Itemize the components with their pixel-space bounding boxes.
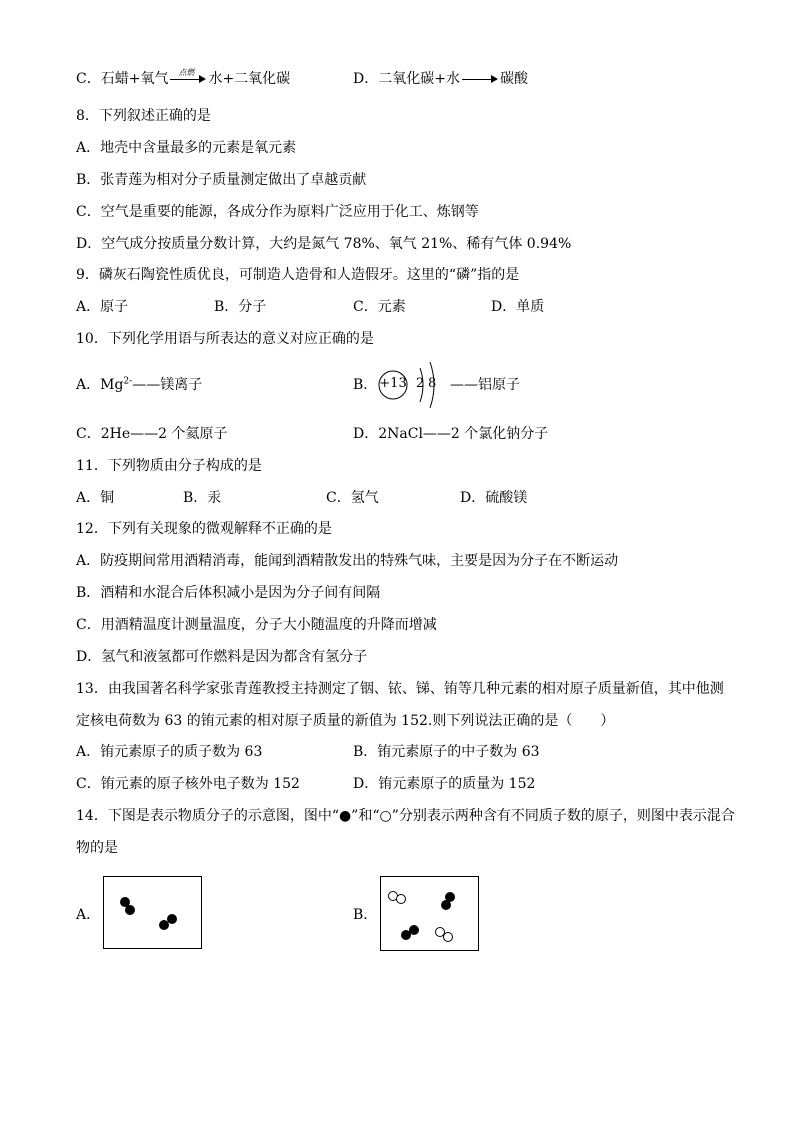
reaction-arrow-icon [170, 68, 206, 85]
q13-option-b: B．铕元素原子的中子数为 63 [353, 744, 540, 760]
q11-option-b: B．汞 [183, 490, 222, 506]
aluminum-atom-structure-diagram [376, 358, 451, 412]
shell-1-electrons: 2 [416, 376, 425, 391]
q14-option-a-label: A． [76, 907, 101, 923]
q10-option-d: D．2NaCl——2 个氯化钠分子 [353, 426, 549, 442]
q14-option-b-label: B． [353, 907, 378, 923]
q8-option-c: C．空气是重要的能源，各成分作为原料广泛应用于化工、炼钢等 [76, 204, 479, 220]
q8-option-a: A．地壳中含量最多的元素是氧元素 [76, 140, 297, 156]
q13-option-c: C．铕元素的原子核外电子数为 152 [76, 776, 300, 792]
q10-a-symbol: A．Mg [76, 377, 124, 393]
q11-option-c: C．氢气 [326, 490, 379, 506]
q14-stem-line1: 14．下图是表示物质分子的示意图，图中“●”和“○”分别表示两种含有不同质子数的原子，则图中表示混合 [76, 808, 735, 824]
q13-stem-line1: 13．由我国著名科学家张青莲教授主持测定了铟、铱、锑、铕等几种元素的相对原子质量新值，其中他测 [76, 681, 724, 697]
q8-option-b: B．张青莲为相对分子质量测定做出了卓越贡献 [76, 172, 367, 188]
q7-c-reactants: C．石蜡+氧气 [76, 71, 169, 87]
q10-a-charge: 2- [123, 376, 133, 387]
q12-stem: 12．下列有关现象的微观解释不正确的是 [76, 521, 332, 537]
q7-d-reactants: D．二氧化碳+水 [353, 71, 460, 87]
q14-option-b-diagram [380, 876, 479, 951]
reaction-arrow-icon [462, 73, 498, 85]
q7-d-products: 碳酸 [499, 71, 528, 87]
q9-stem: 9．磷灰石陶瓷性质优良，可制造人造骨和人造假牙。这里的“磷”指的是 [76, 267, 520, 283]
hollow-atom-icon [396, 894, 406, 904]
q10-stem: 10．下列化学用语与所表达的意义对应正确的是 [76, 331, 374, 347]
q12-option-a: A．防疫期间常用酒精消毒，能闻到酒精散发出的特殊气味，主要是因为分子在不断运动 [76, 553, 619, 569]
q7-option-c [76, 70, 290, 88]
q14-stem-line2: 物的是 [76, 840, 118, 856]
q12-option-b: B．酒精和水混合后体积减小是因为分子间有间隔 [76, 585, 381, 601]
q12-option-d: D．氢气和液氢都可作燃料是因为都含有氢分子 [76, 649, 368, 665]
q9-option-a: A．原子 [76, 299, 129, 315]
q12-option-c: C．用酒精温度计测量温度，分子大小随温度的升降而增减 [76, 617, 437, 633]
q13-option-d: D．铕元素原子的质量为 152 [353, 776, 536, 792]
shell-2-electrons: 8 [428, 376, 437, 391]
q14-option-a-diagram [103, 876, 202, 949]
q10-b-meaning: ——铝原子 [450, 377, 520, 393]
filled-atom-icon [409, 925, 419, 935]
q10-b-label: B． [353, 377, 378, 393]
q11-stem: 11．下列物质由分子构成的是 [76, 458, 262, 474]
nucleus-charge: +13 [379, 376, 407, 391]
q8-stem: 8．下列叙述正确的是 [76, 108, 211, 124]
q8-option-d: D．空气成分按质量分数计算，大约是氮气 78%、氧气 21%、稀有气体 0.94% [76, 236, 572, 252]
q10-option-a [76, 376, 202, 394]
filled-atom-icon [125, 905, 135, 915]
q11-option-d: D．硫酸镁 [460, 490, 528, 506]
filled-atom-icon [167, 914, 177, 924]
q9-option-b: B．分子 [214, 299, 267, 315]
q9-option-d: D．单质 [491, 299, 545, 315]
q10-option-c: C．2He——2 个氦原子 [76, 426, 228, 442]
q11-option-a: A．铜 [76, 490, 115, 506]
q7-option-d [353, 70, 528, 88]
reaction-condition: 点燃 [178, 68, 195, 77]
q7-c-products: 水+二氧化碳 [208, 71, 291, 87]
q9-option-c: C．元素 [353, 299, 406, 315]
q13-stem-line2: 定核电荷数为 63 的铕元素的相对原子质量的新值为 152.则下列说法正确的是（ ） [76, 713, 615, 729]
hollow-atom-icon [443, 932, 453, 942]
filled-atom-icon [441, 900, 451, 910]
q13-option-a: A．铕元素原子的质子数为 63 [76, 744, 263, 760]
q10-a-meaning: ——镁离子 [132, 377, 203, 393]
